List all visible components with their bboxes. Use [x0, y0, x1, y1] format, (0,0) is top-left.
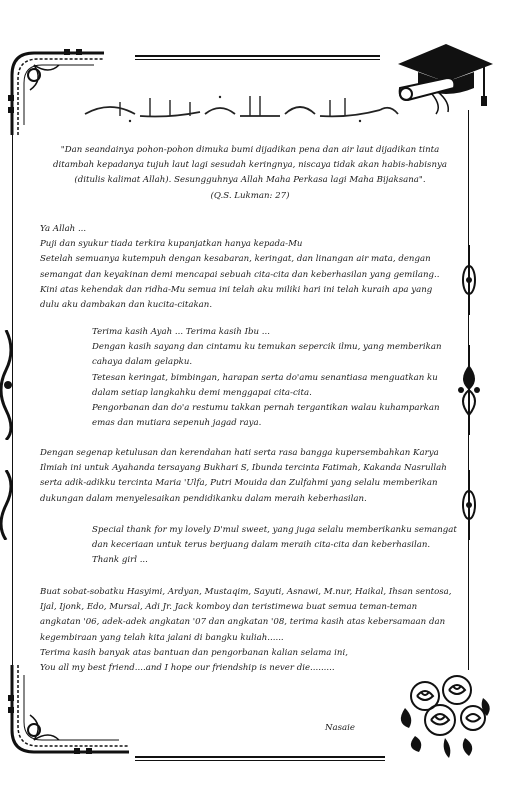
opening-line: Setelah semuanya kutempuh dengan kesabaran, keringat, dan linangan air mata, dengan: [40, 254, 431, 265]
quran-quote: [40, 143, 460, 204]
quote-line: (ditulis kalimat Allah). Sesungguhnya Allah Maha Perkasa lagi Maha Bijaksana".: [74, 175, 426, 186]
parents-line: Pengorbanan dan do'a restumu takkan pernah tergantikan walau kuhamparkan: [92, 403, 440, 414]
side-ornament-left-lower: [0, 470, 20, 540]
top-rule: [135, 55, 380, 57]
corner-ornament-top-left: [4, 35, 114, 145]
special-thanks-paragraph: [92, 523, 457, 569]
special-line: Special thank for my lovely D'mul sweet, yang juga selalu memberikanku semangat: [92, 525, 457, 535]
friends-line: You all my best friend....and I hope our friendship is never die.........: [40, 663, 335, 674]
opening-line: Puji dan syukur tiada terkira kupanjatkan hanya kepada-Mu: [40, 239, 303, 250]
special-line: dan keceriaan untuk terus berjuang dalam meraih cita-cita dan keberhasilan.: [92, 540, 431, 551]
top-rule-2: [135, 59, 380, 60]
quote-line: ditambah kepadanya tujuh laut lagi sesudah keringnya, niscaya tidak akan habis-habisnya: [53, 160, 447, 171]
signature: Nasaie: [325, 723, 356, 733]
friends-line: kegembiraan yang telah kita jalani di bangku kuliah......: [40, 632, 284, 643]
dedication-line: serta adik-adikku tercinta Maria 'Ulfa, Putri Mouida dan Zulfahmi yang selalu memberikan: [40, 478, 438, 489]
side-ornament-right-1: [458, 245, 480, 315]
side-ornament-right-2: [455, 345, 483, 435]
special-line: Thank girl ...: [92, 555, 148, 566]
dedication-paragraph: [40, 446, 460, 507]
corner-ornament-bottom-left: [4, 660, 134, 770]
side-ornament-left-upper: [0, 330, 20, 440]
parents-line: Tetesan keringat, bimbingan, harapan serta do'amu senantiasa menguatkan ku: [92, 372, 438, 383]
dedication-line: Ilmiah ini untuk Ayahanda tersayang Bukhari S, Ibunda tercinta Fatimah, Kakanda Nasrullah: [40, 463, 447, 474]
quote-line: "Dan seandainya pohon-pohon dimuka bumi dijadikan pena dan air laut dijadikan tinta: [60, 145, 440, 155]
parents-line: dalam setiap langkahku demi menggapai cita-cita.: [92, 387, 312, 398]
dedication-line: dukungan dalam menyelesaikan pendidikanku dalam meraih keberhasilan.: [40, 493, 367, 504]
parents-line: cahaya dalam gelapku.: [92, 357, 193, 368]
opening-line: dulu aku dambakan dan kucita-citakan.: [40, 300, 213, 311]
side-ornament-right-3: [458, 470, 480, 540]
parents-paragraph: [92, 325, 452, 431]
friends-line: Buat sobat-sobatku Hasyimi, Ardyan, Mustaqim, Sayuti, Asnawi, M.nur, Haikal, Ihsan sentosa,: [40, 587, 452, 597]
bismillah-calligraphy: [80, 92, 405, 124]
rose-bouquet-icon: [395, 668, 495, 763]
opening-paragraph: [40, 222, 460, 313]
friends-paragraph: [40, 585, 460, 676]
bottom-rule: [135, 756, 385, 758]
parents-line: Terima kasih Ayah ... Terima kasih Ibu ...: [92, 327, 270, 337]
opening-line: Ya Allah ...: [40, 224, 87, 234]
quote-reference: (Q.S. Lukman: 27): [210, 190, 290, 201]
friends-line: angkatan '06, adek-adek angkatan '07 dan angkatan '08, terima kasih atas kebersamaan dan: [40, 617, 446, 628]
dedication-line: Dengan segenap ketulusan dan kerendahan hati serta rasa bangga kupersembahkan Karya: [40, 448, 439, 458]
bottom-rule-2: [135, 760, 385, 761]
friends-line: Terima kasih banyak atas bantuan dan pengorbanan kalian selama ini,: [40, 647, 348, 658]
opening-line: semangat dan keyakinan demi mencapai sebuah cita-cita dan keberhasilan yang gemilang..: [40, 269, 440, 280]
parents-line: emas dan mutiara sepenuh jagad raya.: [92, 418, 262, 429]
friends-line: Ijal, Ijonk, Edo, Mursal, Adi Jr. Jack komboy dan teristimewa buat semua teman-teman: [40, 602, 418, 613]
parents-line: Dengan kasih sayang dan cintamu ku temukan sepercik ilmu, yang memberikan: [92, 342, 442, 353]
opening-line: Kini atas kehendak dan ridha-Mu semua ini telah aku miliki hari ini telah kuraih apa yang: [40, 284, 433, 295]
